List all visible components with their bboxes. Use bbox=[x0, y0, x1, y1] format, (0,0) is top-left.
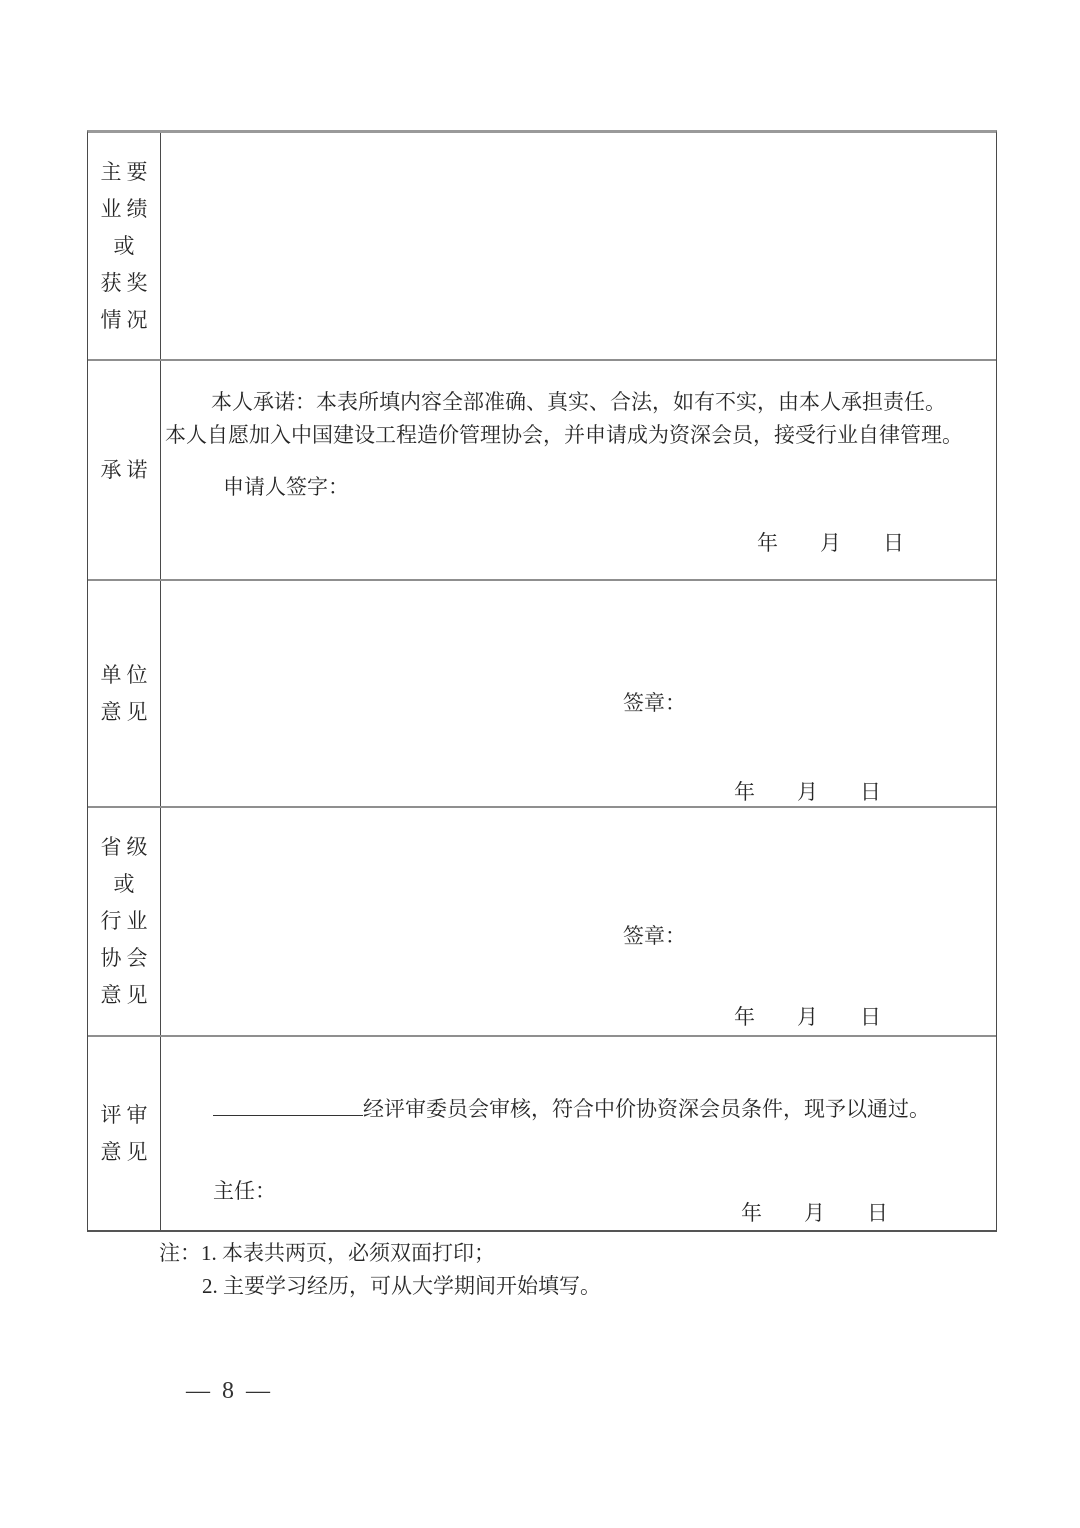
date-placeholder: 年 月 日 bbox=[741, 1201, 888, 1225]
commitment-text-line: 本人承诺：本表所填内容全部准确、真实、合法，如有不实，由本人承担责任。 bbox=[211, 390, 946, 414]
footnote-line bbox=[159, 1237, 601, 1270]
label-text: 意见 bbox=[100, 983, 153, 1007]
footnote-text: 1. 本表共两页，必须双面打印； bbox=[201, 1241, 495, 1265]
label-text: 意见 bbox=[100, 699, 153, 724]
applicant-signature-label: 申请人签字： bbox=[223, 475, 349, 499]
seal-label: 签章： bbox=[623, 924, 686, 948]
label-text: 行业 bbox=[100, 909, 153, 933]
label-text: 或 bbox=[113, 233, 140, 258]
commitment-paragraph bbox=[165, 386, 993, 452]
label-text: 评审 bbox=[100, 1102, 153, 1127]
employer-opinion-content bbox=[161, 581, 996, 806]
label-text: 承诺 bbox=[100, 457, 153, 482]
date-placeholder: 年 月 日 bbox=[734, 1005, 881, 1029]
membership-application-table bbox=[87, 130, 997, 1232]
review-opinion-content bbox=[161, 1037, 996, 1230]
review-statement-text: 经评审委员会审核，符合中价协资深会员条件，现予以通过。 bbox=[363, 1097, 930, 1121]
row-employer-opinion bbox=[88, 581, 996, 808]
date-placeholder: 年 月 日 bbox=[734, 780, 881, 804]
label-text: 省级 bbox=[100, 835, 153, 859]
footnote-text: 2. 主要学习经历，可从大学期间开始填写。 bbox=[202, 1274, 601, 1298]
label-text: 业绩 bbox=[100, 196, 153, 221]
footnote-line bbox=[159, 1270, 601, 1303]
commitment-content bbox=[161, 361, 996, 579]
page-number: — 8 — bbox=[186, 1378, 273, 1404]
row-review-opinion-label bbox=[88, 1037, 161, 1230]
row-achievements bbox=[88, 133, 996, 361]
label-text: 获奖 bbox=[100, 270, 153, 295]
footnote-prefix: 注： bbox=[159, 1241, 201, 1265]
label-text: 协会 bbox=[100, 946, 153, 970]
seal-label: 签章： bbox=[623, 691, 686, 715]
row-commitment-label bbox=[88, 361, 161, 579]
association-opinion-content bbox=[161, 808, 996, 1035]
label-text: 或 bbox=[113, 872, 140, 896]
row-review-opinion bbox=[88, 1037, 996, 1230]
director-label: 主任： bbox=[213, 1179, 276, 1203]
row-association-opinion-label bbox=[88, 808, 161, 1035]
row-employer-opinion-label bbox=[88, 581, 161, 806]
label-text: 情况 bbox=[100, 307, 153, 332]
row-commitment bbox=[88, 361, 996, 581]
achievements-entry-area bbox=[161, 133, 996, 359]
review-statement bbox=[213, 1093, 930, 1123]
date-placeholder: 年 月 日 bbox=[757, 531, 904, 555]
row-achievements-label bbox=[88, 133, 161, 359]
label-text: 主要 bbox=[100, 159, 153, 184]
row-association-opinion bbox=[88, 808, 996, 1037]
label-text: 单位 bbox=[100, 662, 153, 687]
label-text: 意见 bbox=[100, 1139, 153, 1164]
review-blank-underline bbox=[213, 1094, 363, 1116]
footnotes bbox=[159, 1237, 601, 1303]
commitment-text-line: 本人自愿加入中国建设工程造价管理协会，并申请成为资深会员，接受行业自律管理。 bbox=[165, 423, 963, 447]
